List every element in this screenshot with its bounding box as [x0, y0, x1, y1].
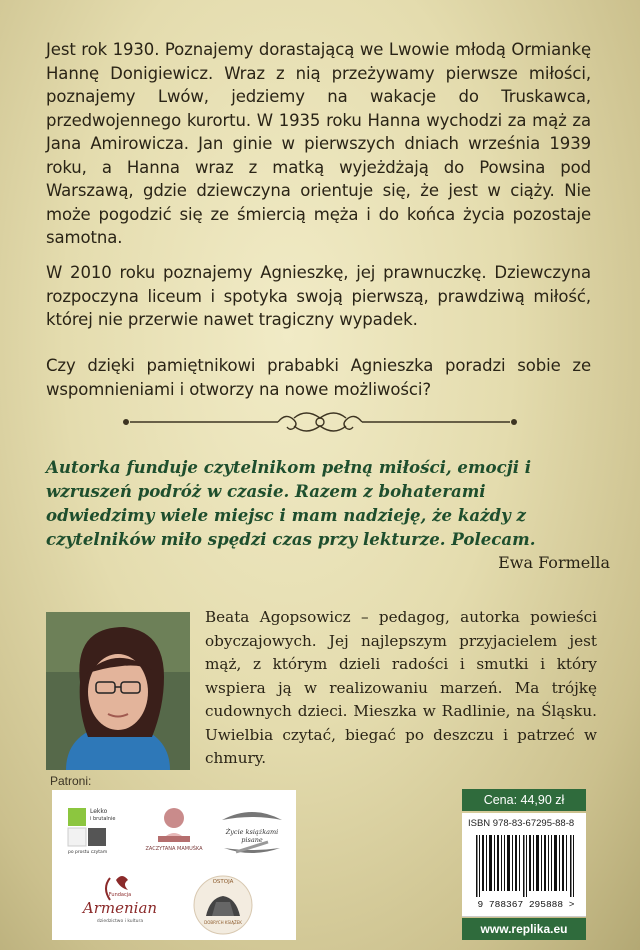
- logo-zaczytana-text: ZACZYTANA MAMUŚKA: [145, 846, 203, 852]
- isbn-block: [462, 813, 586, 917]
- isbn-text: ISBN 978-83-67295-88-8: [468, 818, 575, 829]
- logo-ostoja-text1: OSTOJA: [212, 879, 234, 885]
- logo-armenian-text3: dziedzictwo i kultura: [96, 919, 144, 924]
- logo-armenian-text1: Fundacja: [108, 892, 132, 898]
- author-photo: [46, 612, 190, 770]
- patrons-label: Patroni:: [50, 774, 92, 788]
- logo-lekko: [64, 804, 124, 860]
- blurb-paragraph-3: Czy dzięki pamiętnikowi prababki Agnieszka poradzi sobie ze wspomnieniami i otworzy na nowe możliwości?: [46, 356, 591, 399]
- logo-lekko-text3: po prostu czytam: [68, 850, 108, 855]
- ornament-divider: [118, 408, 522, 436]
- blurb-paragraph-2: W 2010 roku poznajemy Agnieszkę, jej prawnuczkę. Dziewczyna rozpoczyna liceum i spotyka swoją pierwszą, prawdziwą miłość, której nie przerwie nawet tragiczny wypadek.: [46, 263, 591, 329]
- logo-zaczytana: [144, 802, 204, 858]
- barcode-digits: 9 788367 295888 >: [477, 899, 575, 910]
- review-quote: Autorka funduje czytelnikom pełną miłości, emocji i wzruszeń podróż w czasie. Razem z bohaterami odwiedzimy wiele miejsc i mam nadzieję, że każdy z czytelników miło spędzi czas przy lekturze. Polecam.: [46, 457, 536, 549]
- logo-armenian: [72, 872, 168, 934]
- barcode: [476, 835, 576, 897]
- review-quote-author: Ewa Formella: [498, 553, 610, 572]
- logo-lekko-text: Lekko: [90, 808, 108, 815]
- logo-ostoja-text2: DOBRYCH KSIĄŻEK: [204, 920, 242, 925]
- logo-ostoja: [192, 874, 254, 936]
- publisher-website: www.replika.eu: [462, 918, 586, 940]
- price-label: Cena: 44,90 zł: [462, 789, 586, 811]
- logo-zycie-text: Życie książkami pisane: [225, 828, 279, 844]
- logo-zycie-ksiazkami: [216, 800, 288, 862]
- author-bio: Beata Agopsowicz – pedagog, autorka powieści obyczajowych. Jej najlepszym przyjacielem jest mąż, z którym dzieli radości i smutki i który wspiera ją w realizowaniu marzeń. Ma trójkę cudownych dzieci. Mieszka w Radlinie, na Śląsku. Uwielbia czytać, biegać po deszczu i patrzeć w chmury.: [205, 608, 597, 767]
- blurb-paragraph-1: Jest rok 1930. Poznajemy dorastającą we Lwowie młodą Ormiankę Hannę Donigiewicz. Wraz z nią przeżywamy pierwsze miłości, poznajemy Lwów, jedziemy na wakacje do Truskawca, przedwojennego kurortu. W 1935 roku Hanna wychodzi za mąż za Jana Amirowicza. Jan ginie w pierwszych dniach września 1939 roku, a Hanna wraz z matką wyjeżdżają do Powsina pod Warszawą, gdzie dziewczyna orientuje się, że jest w ciąży. Nie może pogodzić się ze śmiercią męża i do końca życia pozostaje samotna.: [46, 40, 591, 247]
- patrons-logos: [52, 790, 296, 940]
- logo-lekko-text2: i brutalnie: [90, 816, 116, 822]
- logo-armenian-text2: Armenian: [82, 899, 158, 917]
